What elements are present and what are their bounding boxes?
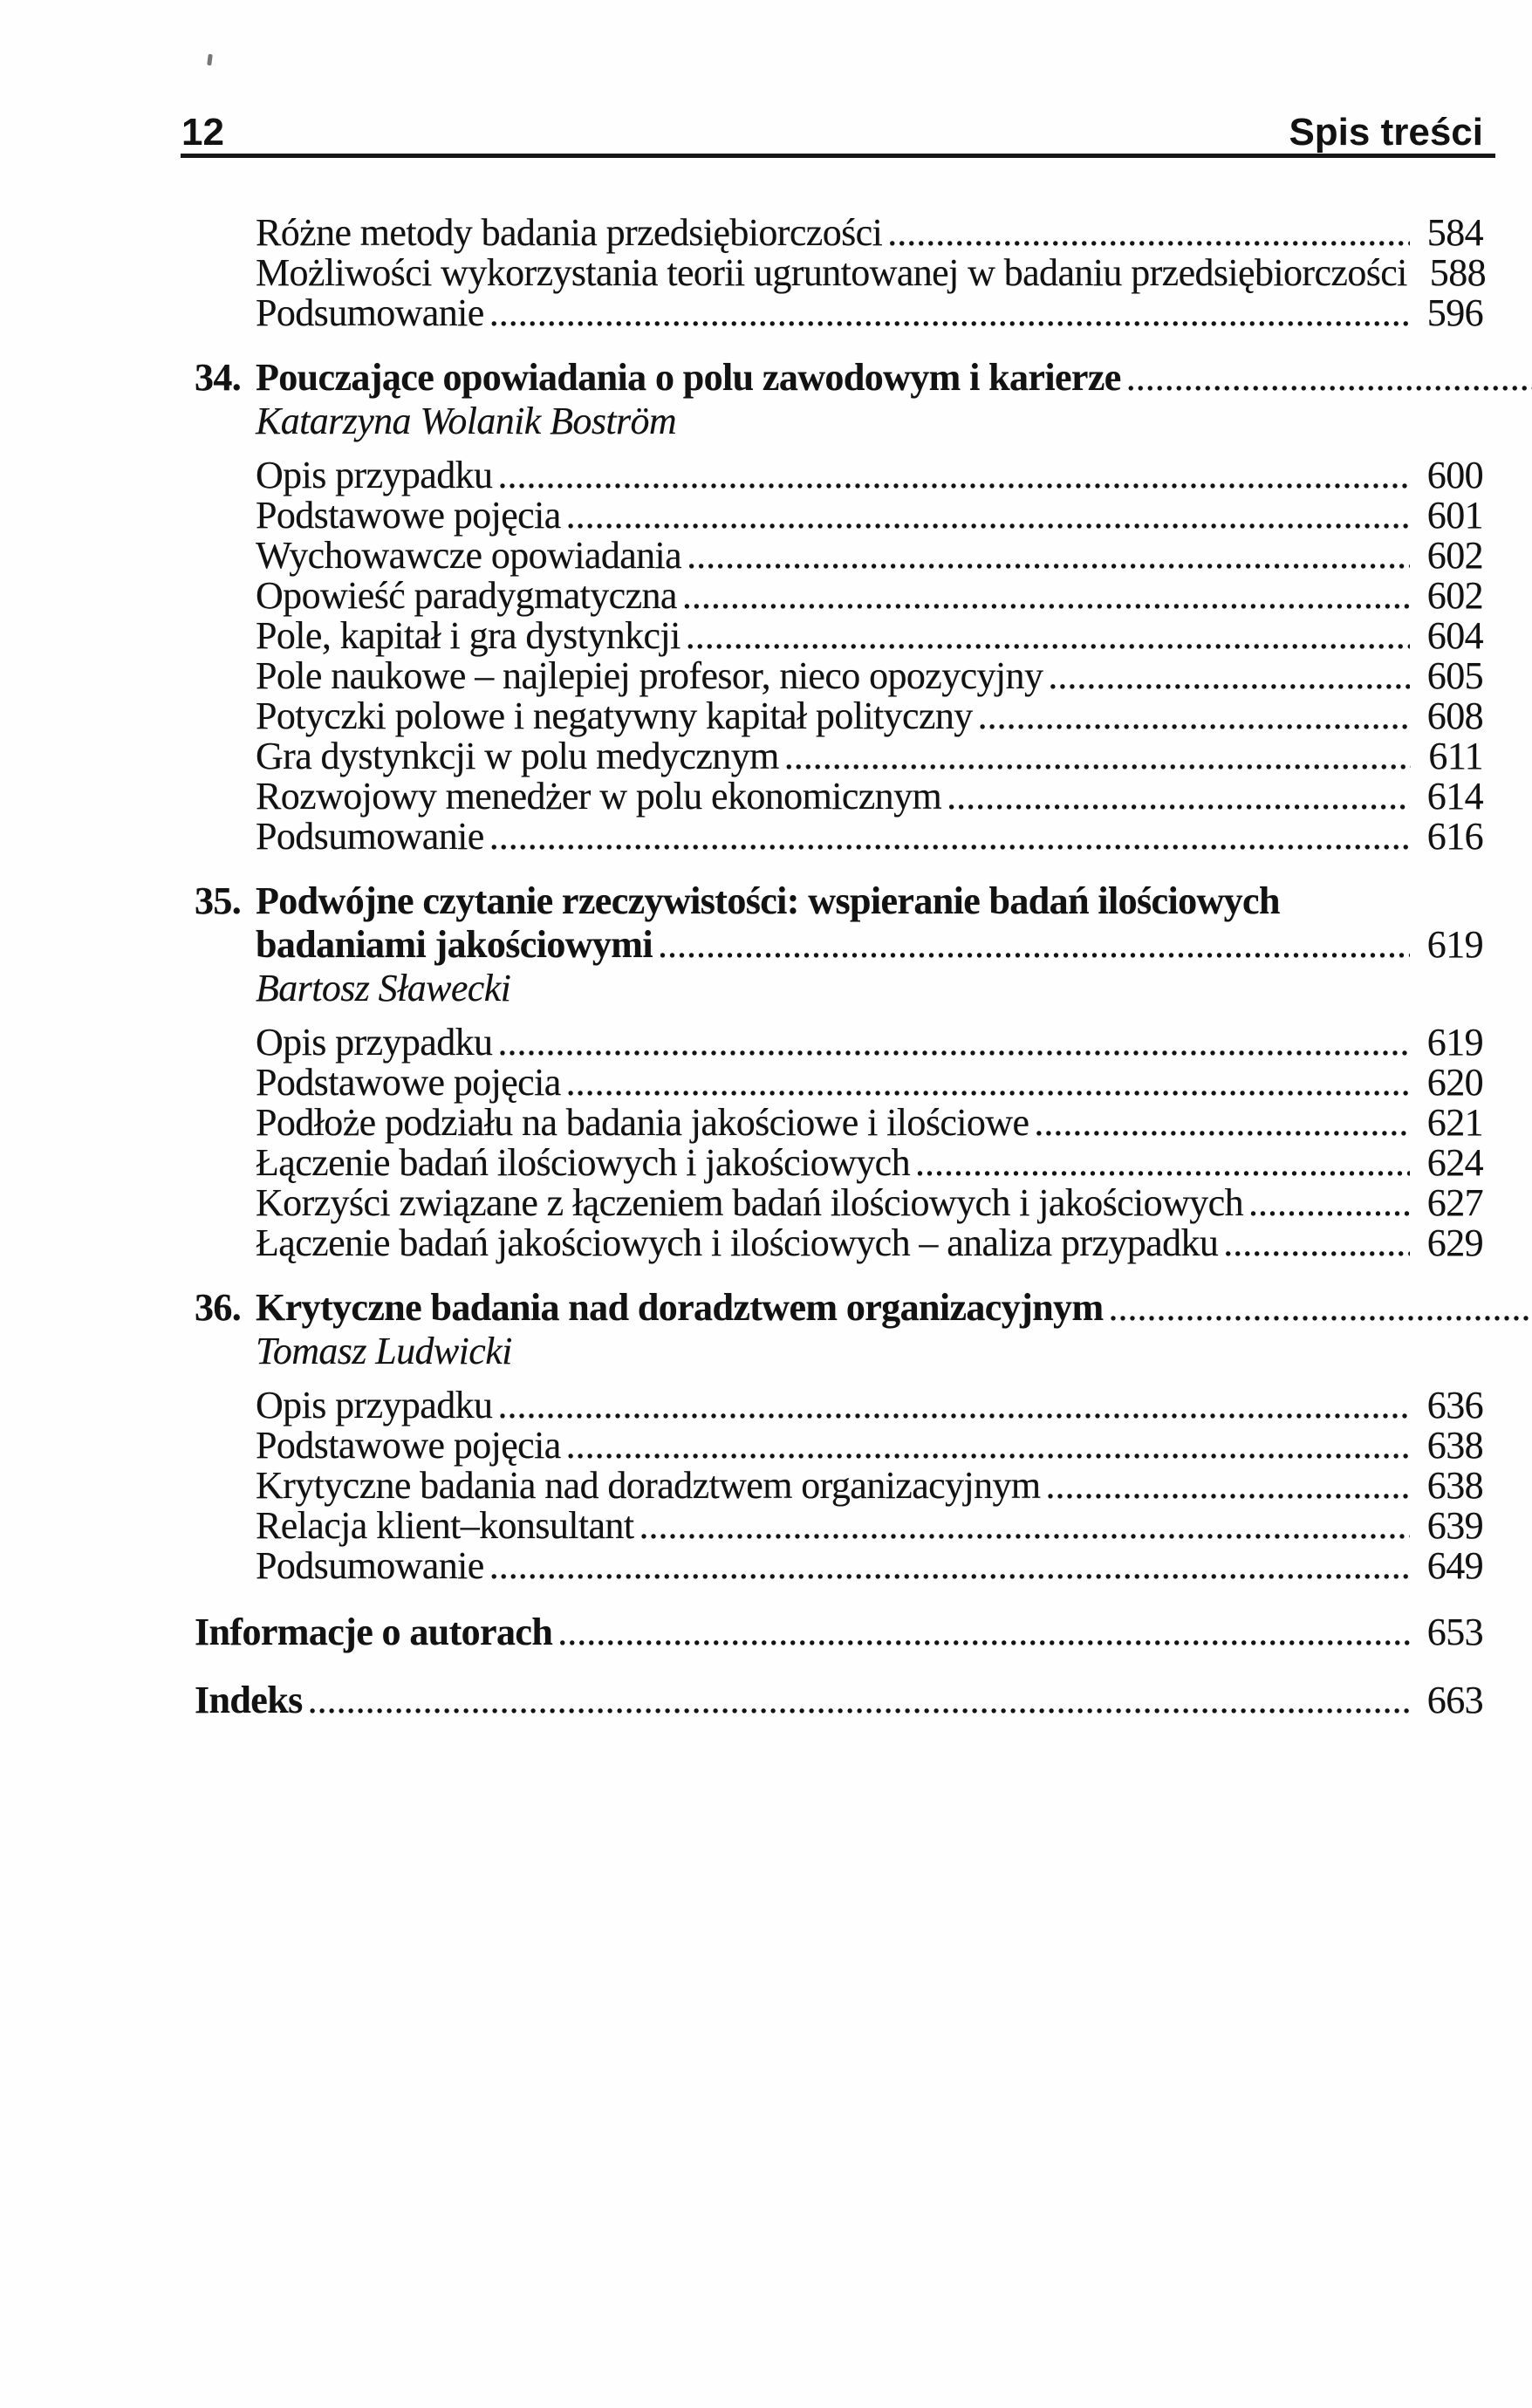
page-number: 12 [181, 111, 224, 154]
table-of-contents [195, 211, 1486, 1722]
entry-label: Podstawowe pojęcia [256, 1061, 561, 1104]
entry-label: Informacje o autorach [195, 1611, 553, 1653]
toc-entry [256, 576, 1483, 616]
chapter-title-row [256, 1286, 1532, 1330]
toc-entry [256, 1143, 1483, 1183]
toc-entry [256, 616, 1483, 656]
dot-leader [1109, 1286, 1532, 1330]
toc-entry [256, 1183, 1483, 1223]
entry-page-number: 601 [1426, 494, 1483, 537]
entry-page-number: 588 [1429, 251, 1486, 294]
entry-label: Opis przypadku [256, 1021, 493, 1064]
chapter-entries [195, 455, 1483, 857]
entry-label: Pole, kapitał i gra dystynkcji [256, 614, 681, 657]
dot-leader [497, 1023, 1409, 1063]
toc-chapter [195, 879, 1483, 1263]
entry-page-number: 624 [1426, 1141, 1483, 1184]
entry-page-number: 604 [1426, 614, 1483, 657]
toc-entry [256, 1223, 1483, 1263]
entry-label: Wychowawcze opowiadania [256, 534, 682, 577]
entry-page-number: 627 [1426, 1181, 1483, 1224]
entry-page-number: 636 [1426, 1384, 1483, 1426]
dot-leader [566, 496, 1410, 536]
entry-page-number: 653 [1426, 1611, 1483, 1653]
entry-label: Możliwości wykorzystania teorii ugruntowanej w badaniu przedsiębiorczości [256, 251, 1407, 294]
dot-leader [489, 293, 1410, 333]
entry-page-number: 616 [1426, 815, 1483, 858]
entry-label: badaniami jakościowymi [256, 923, 653, 966]
chapter-number: 34. [195, 356, 242, 399]
toc-entry [256, 696, 1483, 736]
entry-page-number: 602 [1426, 534, 1483, 577]
dot-leader [1048, 656, 1409, 696]
toc-entry [256, 1063, 1483, 1103]
dot-leader [947, 776, 1410, 817]
dot-leader [887, 213, 1410, 253]
toc-entry [256, 1466, 1483, 1506]
entry-page-number: 639 [1426, 1504, 1483, 1547]
entry-label: Pole naukowe – najlepiej profesor, nieco opozycyjny [256, 654, 1043, 697]
dot-leader [489, 1546, 1410, 1586]
dot-leader [566, 1063, 1410, 1103]
chapter-title-line2 [256, 923, 1483, 967]
chapter-author: Tomasz Ludwicki [256, 1330, 512, 1372]
entry-page-number: 602 [1426, 574, 1483, 617]
toc-entry [256, 496, 1483, 536]
toc-bold-entry [195, 1679, 1483, 1722]
toc-bold-entry [195, 1611, 1483, 1654]
entry-label: Podsumowanie [256, 815, 484, 858]
entry-label: Pouczające opowiadania o polu zawodowym i karierze [256, 356, 1121, 399]
chapter-author: Bartosz Sławecki [256, 967, 511, 1009]
entry-page-number: 663 [1426, 1679, 1483, 1721]
entry-page-number: 600 [1426, 454, 1483, 496]
chapter-entries [195, 1385, 1483, 1586]
entry-label: Opis przypadku [256, 1384, 493, 1426]
dot-leader [682, 576, 1410, 616]
toc-entry [256, 251, 1486, 294]
entry-page-number: 638 [1426, 1424, 1483, 1467]
header-title: Spis treści [1289, 111, 1483, 154]
page-header [181, 113, 1483, 152]
chapter-author: Katarzyna Wolanik Boström [256, 400, 677, 442]
entry-label: Różne metody badania przedsiębiorczości [256, 211, 883, 254]
dot-leader [1034, 1103, 1409, 1143]
toc-entry [256, 776, 1483, 817]
dot-leader [658, 923, 1410, 967]
entry-label: Korzyści związane z łączeniem badań ilościowych i jakościowych [256, 1181, 1243, 1224]
toc-entry [256, 1426, 1483, 1466]
dot-leader [687, 536, 1410, 576]
entry-page-number: 621 [1426, 1101, 1483, 1144]
dot-leader [497, 1385, 1409, 1426]
scan-artifact [207, 54, 213, 66]
entry-page-number: 629 [1426, 1221, 1483, 1264]
entry-page-number: 620 [1426, 1061, 1483, 1104]
entry-label: Potyczki polowe i negatywny kapitał polityczny [256, 694, 973, 737]
dot-leader [639, 1506, 1409, 1546]
entry-page-number: 584 [1426, 211, 1483, 254]
chapter-title-line1 [195, 1286, 1483, 1330]
entry-label: Podstawowe pojęcia [256, 494, 561, 537]
chapter-number: 36. [195, 1286, 242, 1329]
entry-label: Krytyczne badania nad doradztwem organizacyjnym [256, 1286, 1104, 1329]
entry-page-number: 614 [1426, 775, 1483, 817]
entry-label: Podsumowanie [256, 1544, 484, 1587]
header-rule [181, 154, 1495, 158]
toc-chapter [195, 356, 1483, 857]
entry-page-number: 619 [1426, 923, 1483, 966]
entry-label: Rozwojowy menedżer w polu ekonomicznym [256, 775, 942, 817]
toc-entry [256, 1385, 1483, 1426]
entry-page-number: 649 [1426, 1544, 1483, 1587]
dot-leader [566, 1426, 1410, 1466]
toc-section [195, 211, 1486, 334]
toc-entry [256, 656, 1483, 696]
dot-leader [497, 455, 1409, 496]
chapter-number: 35. [195, 879, 242, 922]
toc-entry [256, 817, 1483, 857]
entry-label: Relacja klient–konsultant [256, 1504, 634, 1547]
toc-entry [256, 1023, 1483, 1063]
dot-leader [1126, 356, 1532, 400]
entry-label: Podłoże podziału na badania jakościowe i ilościowe [256, 1101, 1029, 1144]
chapter-title: Podwójne czytanie rzeczywistości: wspieranie badań ilościowych [256, 879, 1280, 922]
toc-entry [256, 736, 1483, 776]
chapter-entries [195, 1023, 1483, 1263]
toc-entry [256, 536, 1483, 576]
dot-leader [557, 1611, 1410, 1654]
entry-label: Opowieść paradygmatyczna [256, 574, 677, 617]
entry-page-number: 611 [1428, 735, 1483, 777]
chapter-title-row [256, 356, 1532, 400]
entry-label: Indeks [195, 1679, 303, 1721]
dot-leader [978, 696, 1410, 736]
entry-label: Łączenie badań jakościowych i ilościowych – analiza przypadku [256, 1221, 1219, 1264]
dot-leader [915, 1143, 1410, 1183]
toc-entry [256, 1546, 1483, 1586]
chapter-title-line1 [195, 879, 1483, 923]
dot-leader [489, 817, 1410, 857]
dot-leader [1248, 1183, 1410, 1223]
chapter-title-line1 [195, 356, 1483, 400]
entry-page-number: 596 [1426, 291, 1483, 334]
entry-page-number: 605 [1426, 654, 1483, 697]
dot-leader [1046, 1466, 1410, 1506]
entry-label: Opis przypadku [256, 454, 493, 496]
entry-page-number: 619 [1426, 1021, 1483, 1064]
entry-label: Gra dystynkcji w polu medycznym [256, 735, 779, 777]
entry-label: Podstawowe pojęcia [256, 1424, 561, 1467]
entry-page-number: 608 [1426, 694, 1483, 737]
toc-entry [256, 455, 1483, 496]
entry-label: Krytyczne badania nad doradztwem organizacyjnym [256, 1464, 1041, 1507]
entry-label: Podsumowanie [256, 291, 484, 334]
dot-leader [784, 736, 1412, 776]
dot-leader [686, 616, 1410, 656]
toc-chapter [195, 1286, 1483, 1586]
dot-leader [1223, 1223, 1410, 1263]
dot-leader [308, 1679, 1410, 1722]
entry-page-number: 638 [1426, 1464, 1483, 1507]
toc-entry [256, 213, 1483, 253]
toc-entry [256, 293, 1483, 333]
toc-entry [256, 1506, 1483, 1546]
toc-entry [256, 1103, 1483, 1143]
entry-label: Łączenie badań ilościowych i jakościowych [256, 1141, 910, 1184]
